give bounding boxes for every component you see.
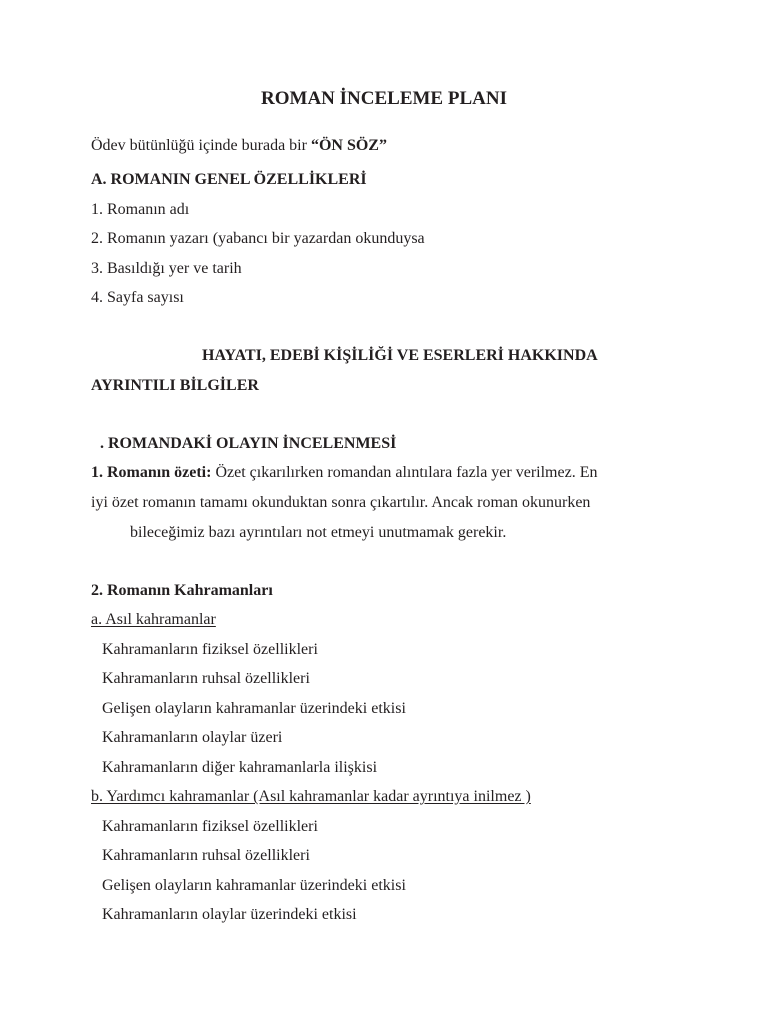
helper-characters-item: Gelişen olayların kahramanlar üzerindeki etkisi [102,877,406,894]
section-a-heading: A. ROMANIN GENEL ÖZELLİKLERİ [91,171,367,188]
events-heading: . ROMANDAKİ OLAYIN İNCELENMESİ [100,435,397,452]
intro-paragraph [91,136,387,156]
helper-characters-label: b. Yardımcı kahramanlar (Asıl kahramanlar kadar ayrıntıya inilmez ) [91,788,531,805]
summary-line-2: iyi özet romanın tamamı okunduktan sonra çıkartılır. Ancak roman okunurken [91,494,591,511]
section-a-item: 3. Basıldığı yer ve tarih [91,260,242,277]
page-title: ROMAN İNCELEME PLANI [261,88,507,109]
main-characters-item: Kahramanların ruhsal özellikleri [102,670,310,687]
author-heading-line1: HAYATI, EDEBİ KİŞİLİĞİ VE ESERLERİ HAKKINDA [202,347,598,364]
helper-characters-item: Kahramanların fiziksel özellikleri [102,818,318,835]
main-characters-label: a. Asıl kahramanlar [91,611,216,628]
section-a-item: 1. Romanın adı [91,201,190,218]
main-characters-item: Kahramanların diğer kahramanlarla ilişkisi [102,759,378,776]
helper-characters-item: Kahramanların ruhsal özellikleri [102,847,310,864]
main-characters-item: Gelişen olayların kahramanlar üzerindeki etkisi [102,700,406,717]
section-a-item: 2. Romanın yazarı (yabancı bir yazardan okunduysa [91,230,425,247]
summary-line-3: bileceğimiz bazı ayrıntıları not etmeyi unutmamak gerekir. [130,524,507,541]
helper-characters-item: Kahramanların olaylar üzerindeki etkisi [102,906,357,923]
author-heading-line2: AYRINTILI BİLGİLER [91,377,259,394]
section-a-item: 4. Sayfa sayısı [91,289,184,306]
summary-label: 1. Romanın özeti: [91,464,212,481]
main-characters-item: Kahramanların fiziksel özellikleri [102,641,318,658]
characters-heading: 2. Romanın Kahramanları [91,582,273,599]
summary-line-1 [91,463,597,483]
main-characters-item: Kahramanların olaylar üzeri [102,729,283,746]
summary-text-1: Özet çıkarılırken romandan alıntılara fazla yer verilmez. En [211,464,598,481]
intro-bold-text: “ÖN SÖZ” [310,137,387,154]
intro-text: Ödev bütünlüğü içinde burada bir [91,137,311,154]
